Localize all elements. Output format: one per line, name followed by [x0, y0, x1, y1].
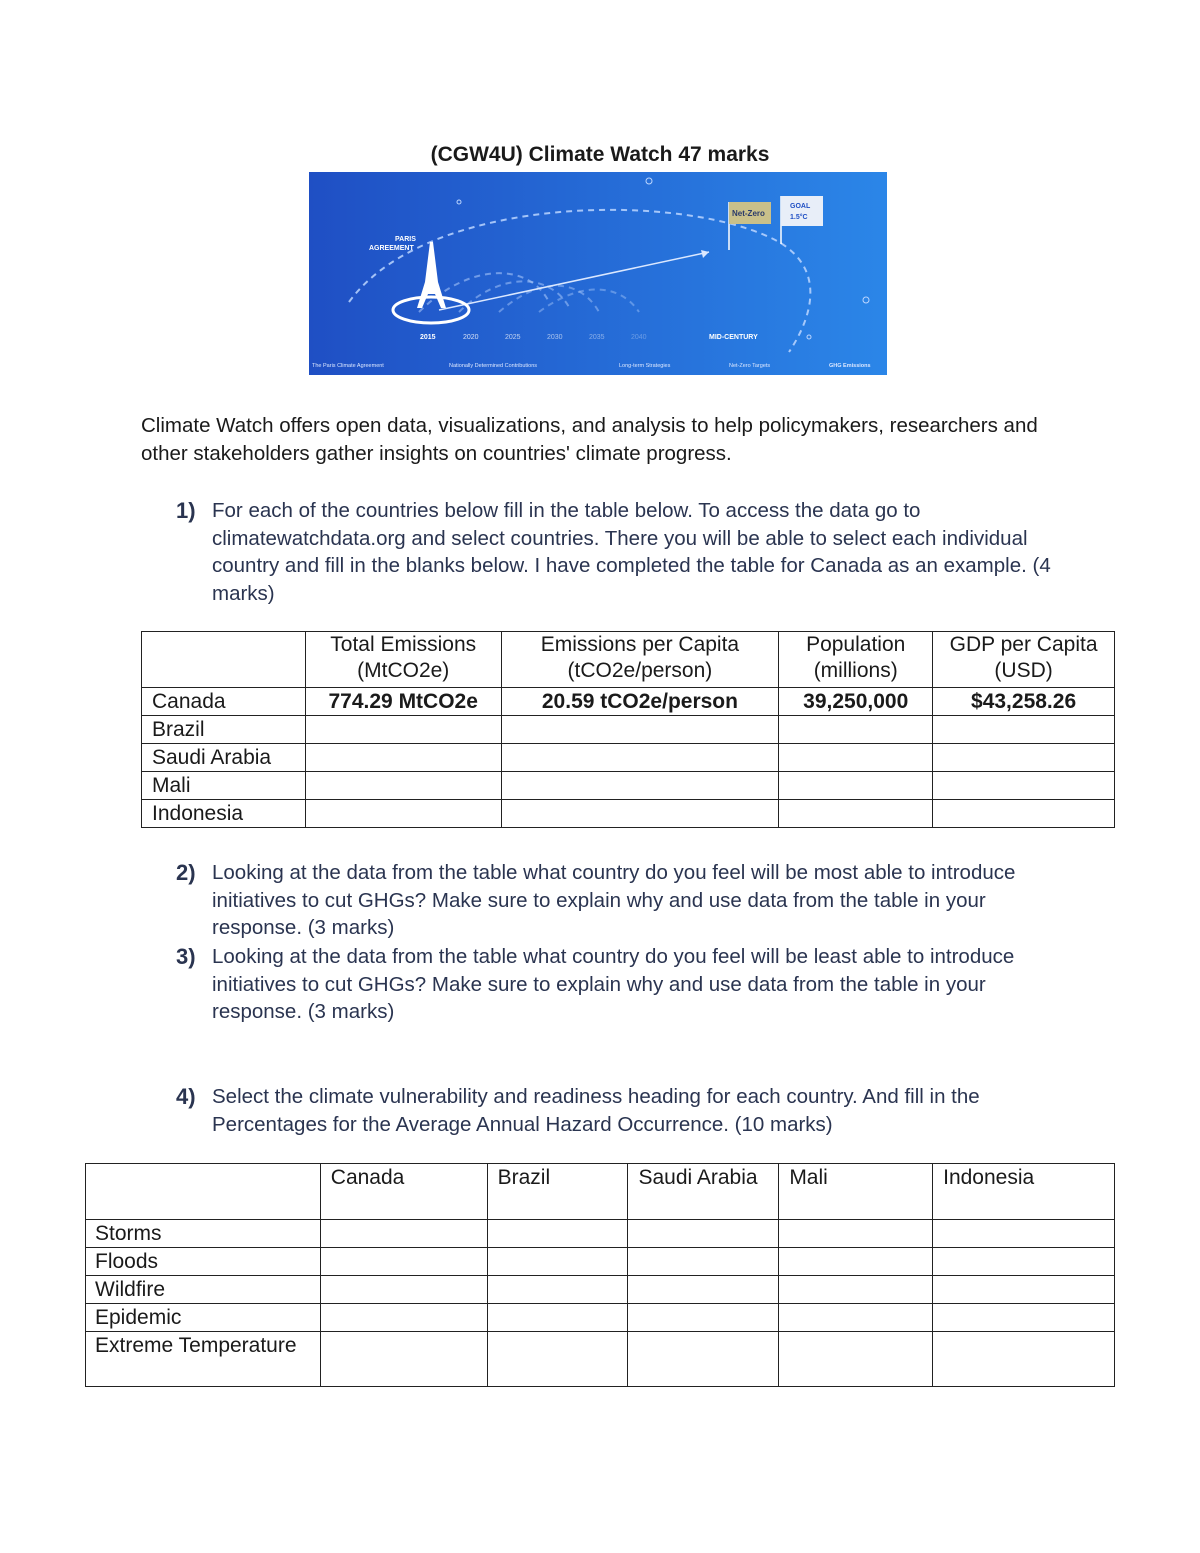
- table-cell[interactable]: [487, 1220, 628, 1248]
- table-header-cell: [142, 632, 306, 688]
- hazard-cell: Storms: [86, 1220, 321, 1248]
- question-text: For each of the countries below fill in the table below. To access the data go to climatewatchdata.org and select countries. There you will be able to select each individual country and fill in the blanks below. I have completed the table for Canada as an example. (4 marks): [212, 499, 1051, 605]
- hazard-occurrence-table: [85, 1163, 1115, 1387]
- table-cell[interactable]: [933, 1220, 1115, 1248]
- table-header-cell: GDP per Capita (USD): [933, 632, 1115, 688]
- table-cell[interactable]: [320, 1304, 487, 1332]
- table-cell[interactable]: [628, 1332, 779, 1387]
- table-cell[interactable]: [628, 1276, 779, 1304]
- table-cell[interactable]: 20.59 tCO2e/person: [501, 688, 779, 716]
- table-row: [86, 1276, 1115, 1304]
- table-cell[interactable]: [779, 800, 933, 828]
- country-cell: Brazil: [142, 716, 306, 744]
- table-cell[interactable]: [779, 1248, 933, 1276]
- banner-footer-item: GHG Emissions: [829, 363, 871, 369]
- table-cell[interactable]: [933, 716, 1115, 744]
- question-number: 1): [176, 498, 196, 523]
- table-cell[interactable]: [779, 1332, 933, 1387]
- table-cell[interactable]: 39,250,000: [779, 688, 933, 716]
- country-cell: Saudi Arabia: [142, 744, 306, 772]
- table-cell[interactable]: [501, 716, 779, 744]
- table-cell[interactable]: [933, 1304, 1115, 1332]
- table-header-row: [86, 1164, 1115, 1220]
- table-row: [142, 772, 1115, 800]
- hazard-cell: Wildfire: [86, 1276, 321, 1304]
- table-row: [142, 800, 1115, 828]
- table-cell[interactable]: [305, 772, 501, 800]
- document-title: (CGW4U) Climate Watch 47 marks: [430, 143, 770, 166]
- table-cell[interactable]: [487, 1332, 628, 1387]
- year-label: 2035: [589, 334, 605, 341]
- table-cell[interactable]: [628, 1304, 779, 1332]
- question-1: [176, 497, 1056, 607]
- table-cell[interactable]: [501, 800, 779, 828]
- table-cell[interactable]: [501, 772, 779, 800]
- year-label: 2015: [420, 334, 436, 341]
- question-4: [176, 1083, 1056, 1138]
- table-cell[interactable]: [487, 1304, 628, 1332]
- year-label: 2025: [505, 334, 521, 341]
- hazard-cell: Epidemic: [86, 1304, 321, 1332]
- table-cell[interactable]: [779, 716, 933, 744]
- table-cell[interactable]: [933, 744, 1115, 772]
- question-number: 3): [176, 944, 196, 969]
- goal-flag-fill: [781, 196, 823, 226]
- table-cell[interactable]: [305, 800, 501, 828]
- table-cell[interactable]: [320, 1276, 487, 1304]
- country-cell: Canada: [142, 688, 306, 716]
- table-cell[interactable]: [933, 1248, 1115, 1276]
- table-cell[interactable]: [320, 1332, 487, 1387]
- question-3: [176, 943, 1056, 1026]
- goal-flag-label-2: 1.5°C: [790, 214, 808, 221]
- table-cell[interactable]: [779, 1220, 933, 1248]
- paris-agreement-label-2: AGREEMENT: [369, 245, 414, 252]
- year-label: 2040: [631, 334, 647, 341]
- table-cell[interactable]: $43,258.26: [933, 688, 1115, 716]
- table-cell[interactable]: [933, 772, 1115, 800]
- banner-footer-item: The Paris Climate Agreement: [312, 363, 384, 369]
- question-text: Looking at the data from the table what country do you feel will be least able to introduce initiatives to cut GHGs? Make sure to explain why and use data from the table in your response. (3 marks): [212, 945, 1015, 1023]
- table-cell[interactable]: [628, 1220, 779, 1248]
- table-cell[interactable]: [628, 1248, 779, 1276]
- hazard-cell: Extreme Temperature: [86, 1332, 321, 1387]
- table-row: [86, 1332, 1115, 1387]
- country-cell: Mali: [142, 772, 306, 800]
- country-cell: Indonesia: [142, 800, 306, 828]
- intro-paragraph: Climate Watch offers open data, visualizations, and analysis to help policymakers, researchers and other stakeholders gather insights on countries' climate progress.: [141, 414, 1038, 465]
- table-row: [142, 688, 1115, 716]
- question-text: Select the climate vulnerability and readiness heading for each country. And fill in the Percentages for the Average Annual Hazard Occurrence. (10 marks): [212, 1085, 980, 1136]
- table-cell[interactable]: [779, 1304, 933, 1332]
- country-emissions-table: [141, 631, 1115, 828]
- table-cell[interactable]: [933, 1276, 1115, 1304]
- table-row: [86, 1304, 1115, 1332]
- question-2: [176, 859, 1056, 942]
- table-header-cell: Population (millions): [779, 632, 933, 688]
- climate-watch-banner: [309, 172, 887, 375]
- table-header-cell: Mali: [779, 1164, 933, 1220]
- table-cell[interactable]: [779, 744, 933, 772]
- table-cell[interactable]: [487, 1248, 628, 1276]
- table-cell[interactable]: [305, 744, 501, 772]
- table-cell[interactable]: [305, 716, 501, 744]
- table-row: [86, 1248, 1115, 1276]
- table-cell[interactable]: [320, 1248, 487, 1276]
- year-label: 2030: [547, 334, 563, 341]
- goal-flag-label-1: GOAL: [790, 203, 811, 210]
- table-header-cell: Brazil: [487, 1164, 628, 1220]
- table-header-cell: Canada: [320, 1164, 487, 1220]
- table-cell[interactable]: [933, 1332, 1115, 1387]
- year-label: 2020: [463, 334, 479, 341]
- question-number: 4): [176, 1084, 196, 1109]
- table-cell[interactable]: [933, 800, 1115, 828]
- question-number: 2): [176, 860, 196, 885]
- question-text: Looking at the data from the table what country do you feel will be most able to introduce initiatives to cut GHGs? Make sure to explain why and use data from the table in your response. (3 marks): [212, 861, 1016, 939]
- table-header-cell: Indonesia: [933, 1164, 1115, 1220]
- table-cell[interactable]: [779, 1276, 933, 1304]
- table-row: [86, 1220, 1115, 1248]
- table-cell[interactable]: 774.29 MtCO2e: [305, 688, 501, 716]
- hazard-cell: Floods: [86, 1248, 321, 1276]
- table-cell[interactable]: [487, 1276, 628, 1304]
- table-header-cell: [86, 1164, 321, 1220]
- table-header-cell: Emissions per Capita (tCO2e/person): [501, 632, 779, 688]
- banner-footer-item: Long-term Strategies: [619, 363, 671, 369]
- table-header-cell: Total Emissions (MtCO2e): [305, 632, 501, 688]
- mid-century-label: MID-CENTURY: [709, 334, 758, 341]
- paris-agreement-label-1: PARIS: [395, 236, 416, 243]
- table-row: [142, 744, 1115, 772]
- table-cell[interactable]: [501, 744, 779, 772]
- table-cell[interactable]: [779, 772, 933, 800]
- table-cell[interactable]: [320, 1220, 487, 1248]
- net-zero-flag-label: Net-Zero: [732, 209, 765, 218]
- banner-footer-item: Net-Zero Targets: [729, 363, 771, 369]
- table-header-cell: Saudi Arabia: [628, 1164, 779, 1220]
- banner-footer-item: Nationally Determined Contributions: [449, 363, 538, 369]
- table-row: [142, 716, 1115, 744]
- table-header-row: [142, 632, 1115, 688]
